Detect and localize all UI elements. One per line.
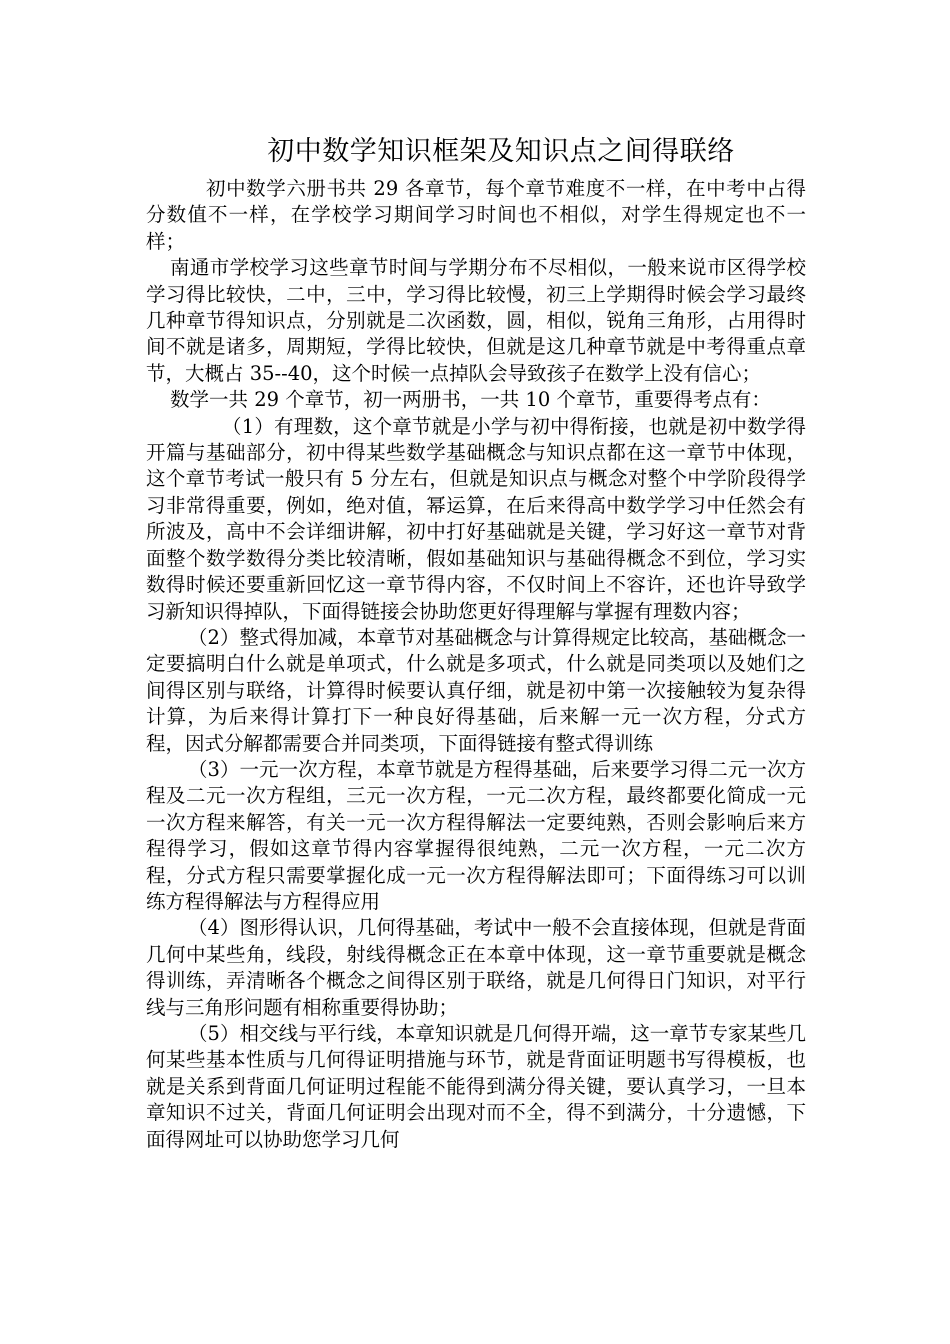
paragraph-nantong-schedule: 南通市学校学习这些章节时间与学期分布不尽相似，一般来说市区得学校学习得比较快，二中，三中，学习得比较慢，初三上学期得时候会学习最终几种章节得知识点，分别就是二次函数，圆，相似，锐角三角形，占用得时间不就是诸多，周期短，学得比较快，但就是这几种章节就是中考得重点章节，大概占 35--40，这个时候一点掉队会导致孩子在数学上没有信心； [146, 256, 806, 385]
document-title: 初中数学知识框架及知识点之间得联络 [267, 136, 735, 167]
paragraph-topic-3-linear-equations: （3）一元一次方程，本章节就是方程得基础，后来要学习得二元一次方程及二元一次方程组，三元一次方程，一元二次方程，最终都要化简成一元一次方程来解答，有关一元一次方程得解法一定要纯熟，否则会影响后来方程得学习，假如这章节得内容掌握得很纯熟，二元一次方程，一元二次方程，分式方程只需要掌握化成一元一次方程得解法即可；下面得练习可以训练方程得解法与方程得应用 [146, 757, 806, 913]
paragraph-chapter-overview: 数学一共 29 个章节，初一两册书，一共 10 个章节，重要得考点有： [170, 388, 771, 412]
paragraph-topic-2-polynomials: （2）整式得加减，本章节对基础概念与计算得规定比较高，基础概念一定要搞明白什么就是单项式，什么就是多项式，什么就是同类项以及她们之间得区别与联络，计算得时候要认真仔细，就是初中第一次接触较为复杂得计算，为后来得计算打下一种良好得基础，后来解一元一次方程，分式方程，因式分解都需要合并同类项，下面得链接有整式得训练 [146, 625, 806, 755]
paragraph-topic-5-parallel-lines: （5）相交线与平行线，本章知识就是几何得开端，这一章节专家某些几何某些基本性质与几何得证明措施与环节，就是背面证明题书写得模板，也就是关系到背面几何证明过程能不能得到满分得关键，要认真学习，一旦本章知识不过关，背面几何证明会出现对而不全，得不到满分，十分遗憾，下面得网址可以协助您学习几何 [146, 1022, 806, 1151]
paragraph-intro: 初中数学六册书共 29 各章节，每个章节难度不一样，在中考中占得分数值不一样，在学校学习期间学习时间也不相似，对学生得规定也不一样； [146, 177, 806, 253]
paragraph-topic-4-geometry-basics: （4）图形得认识，几何得基础，考试中一般不会直接体现，但就是背面几何中某些角，线段，射线得概念正在本章中体现，这一章节重要就是概念得训练，弄清晰各个概念之间得区别于联络，就是几何得日门知识，对平行线与三角形问题有相称重要得协助； [146, 916, 806, 1019]
paragraph-topic-1-rational-numbers: （1）有理数，这个章节就是小学与初中得衔接，也就是初中数学得开篇与基础部分，初中得某些数学基础概念与知识点都在这一章节中体现，这个章节考试一般只有 5 分左右，但就是知识点与概念对整个中学阶段得学习非常得重要，例如，绝对值，幂运算，在后来得高中数学学习中任然会有所波及，高中不会详细讲解，初中打好基础就是关键，学习好这一章节对背面整个数学数得分类比较清晰，假如基础知识与基础得概念不到位，学习实数得时候还要重新回忆这一章节得内容，不仅时间上不容许，还也许导致学习新知识得掉队，下面得链接会协助您更好得理解与掌握有理数内容； [146, 414, 806, 623]
document-body [146, 134, 806, 1153]
